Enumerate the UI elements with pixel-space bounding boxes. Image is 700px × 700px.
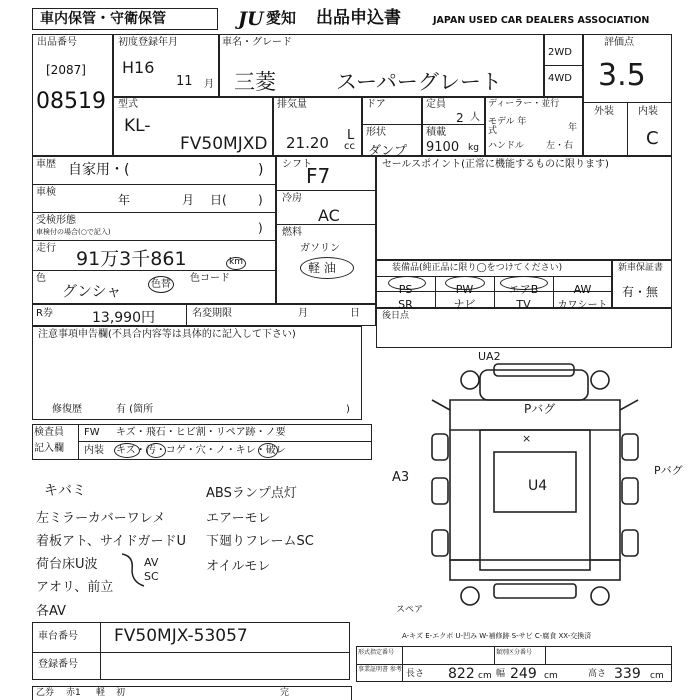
handwritten-note-1: キバミ: [44, 483, 86, 499]
new-warranty-label: 新車保証書: [618, 263, 664, 273]
inspector-sublabel: 記入欄: [34, 443, 64, 454]
equip-navi: ナビ: [453, 298, 476, 311]
handle-options: 左・右: [546, 141, 574, 151]
inspection-close: ): [258, 193, 263, 207]
handwritten-note-right-2: エアーモレ: [206, 511, 271, 526]
mileage-label: 走行: [36, 243, 56, 254]
car-label: 車名・グレード: [222, 37, 292, 48]
capacity-label: 定員: [426, 99, 446, 110]
km-unit: km: [229, 257, 243, 267]
name-change-day: 日: [350, 308, 360, 319]
lot-label: 出品番号: [37, 37, 77, 48]
new-warranty-options: 有・無: [622, 285, 659, 299]
bracket-note-av: AV: [144, 556, 159, 569]
width-label: 幅: [496, 669, 506, 679]
reg-number-label: 登録番号: [38, 659, 78, 670]
diagram-roof-mark: Pバグ: [524, 402, 556, 416]
inspection-year: 年: [118, 193, 131, 207]
storage-header: 車内保管・守衛保管: [40, 11, 166, 27]
interior-value: C: [646, 128, 659, 149]
equip-leather: カワシート: [557, 300, 608, 311]
load-value: 9100: [426, 140, 460, 155]
displacement-value: 21.20: [286, 134, 329, 152]
ac-label: 冷房: [282, 193, 302, 204]
displacement-label: 排気量: [277, 99, 307, 110]
handwritten-note-right-1: ABSランプ点灯: [206, 486, 297, 501]
diagram-right-mark: Pバグ: [654, 464, 683, 477]
shape-label: 形状: [366, 127, 386, 138]
diagram-x-mark: ×: [522, 432, 532, 445]
capacity-unit: 人: [470, 112, 480, 123]
drive-4wd: 4WD: [548, 73, 572, 84]
footer-2: 赤1: [66, 688, 81, 698]
chassis-value: FV50MJX-53057: [114, 626, 248, 646]
equip-circle-airbag: [500, 276, 548, 290]
model-year-label: モデル 年式: [488, 117, 527, 137]
score-label: 評価点: [604, 37, 634, 48]
inspection-label: 車検: [36, 187, 56, 198]
lot-number: 08519: [36, 89, 106, 114]
history-close: ): [258, 162, 264, 178]
handwritten-note-6: 各AV: [36, 604, 66, 619]
fuel-diesel: 軽 油: [308, 261, 336, 275]
equip-circle-pw: [445, 276, 485, 290]
model-prefix: KL-: [124, 116, 151, 136]
capacity-value: 2: [456, 111, 464, 125]
form-title: 出品申込書: [316, 8, 401, 28]
footer-3: 軽: [96, 688, 106, 698]
history-value: 自家用・(: [68, 162, 130, 178]
registration-month-unit: 月: [204, 79, 214, 90]
acceptance-sublabel: 車検付の場合(○で記入): [36, 228, 111, 236]
equip-airbag: エアB: [508, 283, 539, 296]
interior-label: 内装: [638, 106, 658, 117]
exterior-label: 外装: [594, 106, 614, 117]
equip-ps: PS: [398, 283, 413, 296]
damage-legend: A-キズ E-エクボ U-凹み W-補修跡 S-サビ C-腐食 XX-交換済: [402, 632, 592, 640]
spec-number-label: 形式指定番号: [358, 649, 395, 656]
load-unit: kg: [468, 143, 479, 153]
width-unit: cm: [544, 671, 558, 681]
history-label: 車歴: [36, 159, 56, 170]
displacement-unit-l: L: [347, 128, 355, 143]
dims-ref-label: 事業証明書 参考: [358, 666, 402, 673]
equip-sr: SR: [398, 298, 413, 311]
length-label: 長さ: [406, 669, 425, 679]
handwritten-note-right-3: 下廻りフレームSC: [206, 534, 314, 549]
ac-value: AC: [318, 206, 340, 225]
recycle-label: R券: [36, 308, 53, 319]
length-value: 822: [448, 666, 475, 682]
length-unit: cm: [478, 671, 492, 681]
selling-points-box: [376, 156, 672, 260]
fw-items: キズ・飛石・ヒビ割・リペア跡・ノ要: [116, 427, 286, 438]
handle-label: ハンドル: [488, 141, 525, 151]
dealer-label: ディーラー・並行: [488, 99, 560, 109]
shape-value: ダンプ: [368, 144, 408, 159]
bracket-note-sc: SC: [144, 570, 159, 583]
fuel-gasoline: ガソリン: [300, 243, 340, 254]
fw-label: FW: [84, 427, 100, 438]
int-circle-3: [258, 443, 278, 458]
car-maker: 三菱: [234, 70, 276, 94]
equipment-label: 装備品(純正品に限り◯をつけてください): [392, 263, 563, 273]
color-change: 色替: [151, 279, 171, 290]
handwritten-note-3: 着板アト、サイドガードU: [36, 534, 187, 549]
car-grade: スーパーグレート: [336, 70, 502, 94]
shift-label: シフト: [282, 159, 312, 170]
diagram-middle-mark: U4: [528, 478, 548, 494]
model-label: 型式: [118, 99, 138, 110]
after-inspection-box: [376, 308, 672, 348]
handwritten-note-2: 左ミラーカバーワレメ: [36, 511, 166, 526]
shift-value: F7: [306, 164, 331, 188]
diagram-spare-label: スペア: [396, 605, 424, 615]
registration-era-year: H16: [122, 58, 155, 77]
displacement-unit-cc: cc: [344, 141, 355, 152]
notes-label: 注意事項申告欄(不具合内容等は具体的に記入して下さい): [38, 329, 296, 340]
load-label: 積載: [426, 127, 446, 138]
diagram-top-mark: UA2: [478, 350, 501, 363]
inspector-label: 検査員: [34, 427, 64, 438]
handwritten-note-5: アオリ、前立: [36, 580, 114, 595]
lot-bracket: [2087]: [46, 63, 86, 77]
footer-10: 完: [280, 688, 290, 698]
selling-points-label: セールスポイント(正常に機能するものに限ります): [382, 159, 609, 170]
int-circle-2: [146, 443, 166, 458]
model-code: FV50MJXD: [180, 134, 268, 154]
color-label: 色: [36, 273, 46, 284]
name-change-label: 名変期限: [192, 308, 232, 319]
equip-pw: PW: [455, 283, 474, 296]
handwritten-bracket: [118, 552, 146, 590]
score-value: 3.5: [598, 58, 646, 93]
acceptance-label: 受検形態: [36, 215, 76, 226]
repair-close: ): [346, 404, 350, 415]
handwritten-note-4: 荷台床U波: [36, 557, 98, 572]
org-name: 愛知: [266, 9, 297, 27]
category-number-label: 類別区分番号: [496, 649, 533, 656]
association-name: JAPAN USED CAR DEALERS ASSOCIATION: [433, 15, 650, 26]
repair-label: 修復歴: [52, 404, 82, 415]
chassis-label: 車台番号: [38, 631, 78, 642]
name-change-month: 月: [298, 308, 308, 319]
equip-circle-ps: [388, 276, 426, 290]
repair-value: 有 (箇所: [116, 404, 154, 415]
color-code-label: 色コード: [190, 273, 230, 284]
doors-label: ドア: [366, 99, 386, 110]
registration-month: 11: [176, 74, 193, 89]
height-label: 高さ: [588, 669, 607, 679]
color-value: グンシャ: [62, 282, 122, 300]
handwritten-note-right-4: オイルモレ: [206, 559, 271, 574]
drive-2wd: 2WD: [548, 47, 572, 58]
equip-aw: AW: [573, 283, 592, 296]
height-unit: cm: [650, 671, 664, 681]
footer-4: 初: [116, 688, 126, 698]
height-value: 339: [614, 666, 641, 682]
int-label: 内装: [84, 445, 104, 456]
acceptance-close: ): [258, 221, 263, 235]
width-value: 249: [510, 666, 537, 682]
registration-label: 初度登録年月: [118, 37, 178, 48]
mileage-value: 91万3千861: [76, 248, 187, 270]
inspection-month: 月: [182, 193, 195, 207]
int-items: キズ・汚・コゲ・穴・ノ・キレ・破レ: [116, 445, 286, 456]
model-year-unit: 年: [568, 123, 578, 133]
diagram-left-mark: A3: [392, 470, 410, 485]
after-inspection-label: 後日点: [382, 311, 410, 321]
ju-logo: JU: [238, 8, 264, 30]
int-circle-1: [114, 443, 140, 458]
fuel-label: 燃料: [282, 227, 302, 238]
inspection-day: 日(: [210, 193, 227, 207]
recycle-value: 13,990円: [92, 310, 155, 326]
footer-1: 乙券: [36, 688, 55, 698]
equip-tv: TV: [516, 298, 531, 311]
